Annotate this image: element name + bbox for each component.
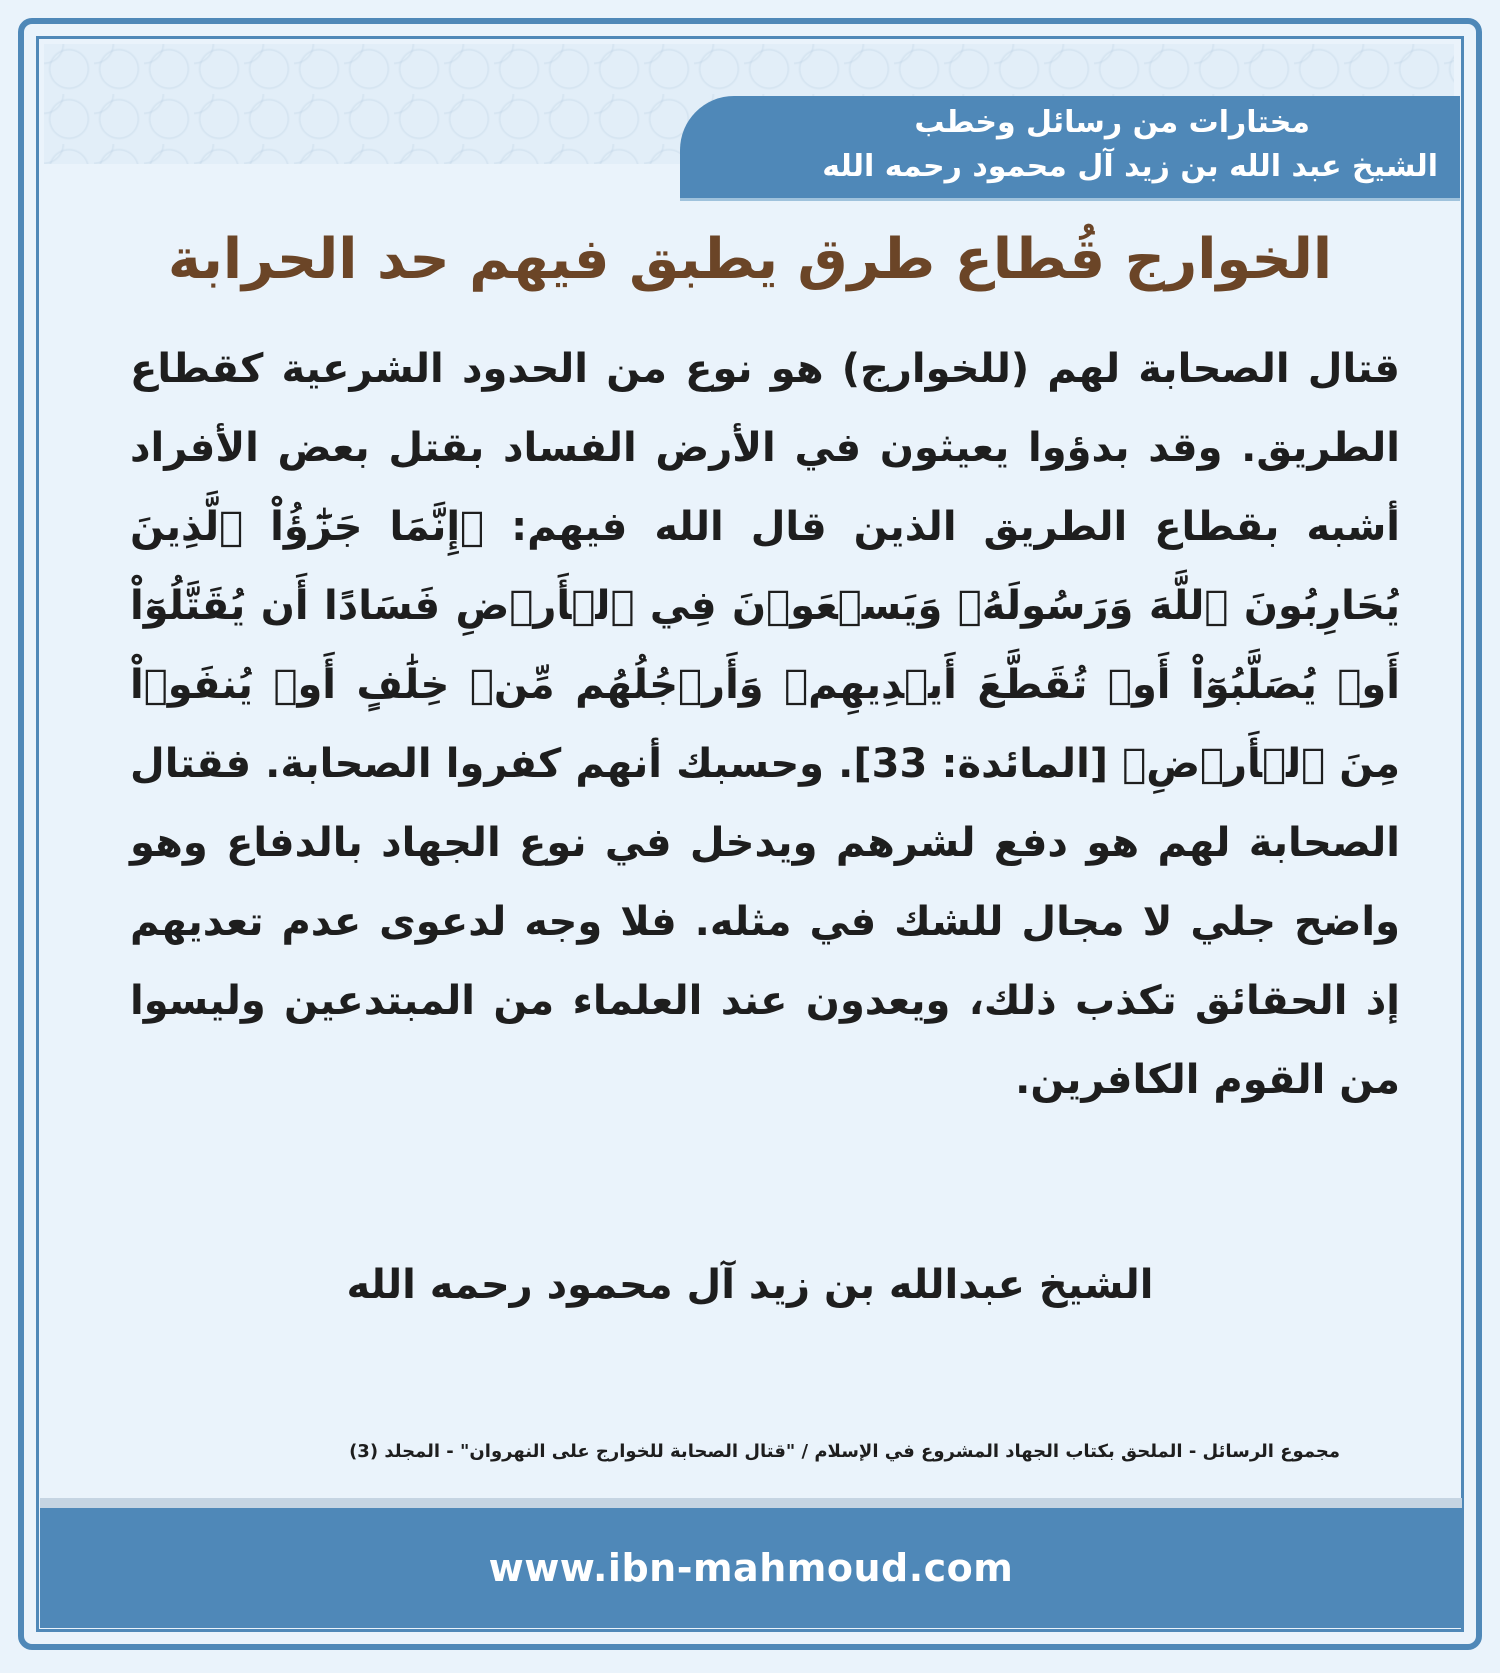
footer-divider — [40, 1498, 1462, 1508]
header-author: الشيخ عبد الله بن زيد آل محمود رحمه الله — [822, 149, 1438, 184]
website-link[interactable]: www.ibn-mahmoud.com — [488, 1546, 1014, 1590]
footer-bar — [40, 1508, 1462, 1628]
page-title: الخوارج قُطاع طرق يطبق فيهم حد الحرابة — [167, 227, 1333, 292]
header-banner — [680, 96, 1460, 198]
body-paragraph: قتال الصحابة لهم (للخوارج) هو نوع من الحدود الشرعية كقطاع الطريق. وقد بدؤوا يعيثون في الأرض الفساد بقتل بعض الأفراد أشبه بقطاع الطريق الذين قال الله فيهم: ﴿إِنَّمَا جَزَٰٓؤُاْ ٱلَّذِينَ يُحَارِبُونَ ٱللَّهَ وَرَسُولَهُۥ وَيَسۡعَوۡنَ فِي ٱلۡأَرۡضِ فَسَادًا أَن يُقَتَّلُوٓاْ أَوۡ يُصَلَّبُوٓاْ أَوۡ تُقَطَّعَ أَيۡدِيهِمۡ وَأَرۡجُلُهُم مِّنۡ خِلَٰفٍ أَوۡ يُنفَوۡاْ مِنَ ٱلۡأَرۡضِ﴾ [المائدة: 33]. وحسبك أنهم كفروا الصحابة. فقتال الصحابة لهم هو دفع لشرهم ويدخل في نوع الجهاد بالدفاع وهو واضح جلي لا مجال للشك في مثله. فلا وجه لدعوى عدم تعديهم إذ الحقائق تكذب ذلك، ويعدون عند العلماء من المبتدعين وليسوا من القوم الكافرين. — [130, 346, 1400, 1103]
author-signature: الشيخ عبدالله بن زيد آل محمود رحمه الله — [346, 1262, 1154, 1308]
source-citation: مجموع الرسائل - الملحق بكتاب الجهاد المشروع في الإسلام / "قتال الصحابة للخوارج على النهروان" - المجلد (3) — [349, 1441, 1340, 1462]
header-series-title: مختارات من رسائل وخطب — [914, 105, 1310, 140]
